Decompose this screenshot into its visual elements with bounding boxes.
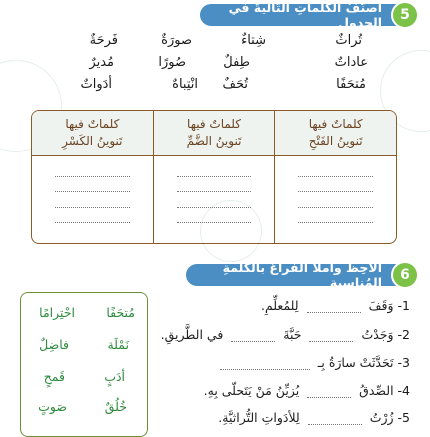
word-bank-box: [20, 292, 148, 437]
exercise-6-title: ألاحِظُ وأملأُ الفَراغَ بالكلمةِ المُناسِبةِ: [222, 260, 382, 290]
answer-line[interactable]: [177, 207, 252, 208]
column-header: [154, 111, 275, 156]
word-item: شِتاءٌ: [241, 33, 266, 48]
sentence-text-before: زُرْتُ: [369, 410, 394, 425]
sentence-text-after: لِلأدَواتِ التُّراثيَّةِ.: [218, 410, 300, 425]
answer-line[interactable]: [298, 207, 373, 208]
word-bank-item[interactable]: فاضِلٌ: [39, 337, 69, 352]
sentence-2: [161, 327, 410, 342]
sentence-text-before: وَقَفَ: [368, 298, 394, 313]
word-bank-item[interactable]: أدَبٍ: [104, 369, 125, 384]
exercise-6-number-badge: 6: [391, 261, 419, 289]
sentence-text-after: لِلمُعلِّمِ.: [260, 298, 299, 313]
sentence-text-before: الصِّدقُ: [359, 383, 394, 398]
answer-line[interactable]: [177, 222, 252, 223]
sentence-4: [204, 383, 410, 398]
exercise-5-title: أصنّفُ الكلماتِ التّاليةَ في الجدولِ: [228, 0, 382, 30]
column-header: [275, 111, 396, 156]
column-header-line2: تَنوينُ الفَتْحِ: [308, 134, 363, 148]
word-item: عاداتٌ: [334, 55, 368, 70]
word-bank-item[interactable]: قَمحٍ: [43, 369, 65, 384]
exercise-5-number-badge: 5: [391, 1, 419, 29]
sentence-5: [218, 410, 410, 425]
classification-table: [31, 110, 397, 244]
table-column-damma: [153, 111, 275, 243]
fill-blank[interactable]: [231, 341, 275, 342]
fill-blank[interactable]: [308, 424, 362, 425]
sentence-number: 3-: [397, 355, 410, 370]
word-bank-item[interactable]: نَمْلَة: [107, 337, 129, 352]
sentence-number: 1-: [397, 298, 410, 313]
column-header-line2: تَنوينُ الكَسْرِ: [62, 134, 123, 148]
word-item: صورَةٌ: [161, 33, 192, 48]
sentence-text-after: يُزيِّنُ مَنْ يَتَحلّى بِهِ.: [203, 383, 300, 398]
word-item: أدَواتٌ: [80, 77, 112, 92]
fill-blank[interactable]: [307, 312, 361, 313]
column-header-line2: تَنوينُ الضَّمِّ: [186, 134, 242, 148]
word-bank-item[interactable]: احْتِرامًا: [39, 305, 75, 320]
answer-line[interactable]: [298, 176, 373, 177]
word-item: انْتِباهٌ: [172, 77, 198, 92]
exercise-5-header: [200, 0, 416, 30]
table-column-kasra: [32, 111, 153, 243]
sentence-number: 5-: [397, 410, 410, 425]
word-item: طِفلٌ: [223, 55, 250, 70]
answer-line[interactable]: [55, 207, 130, 208]
word-item: مُديرٌ: [89, 55, 114, 70]
sentence-1: [261, 298, 410, 313]
word-item: صُورًا: [158, 55, 186, 70]
sentence-text-mid: حَبَّةَ: [283, 327, 302, 342]
column-header-line1: كلماتٌ فيها: [308, 117, 363, 131]
word-item: تُراثٌ: [335, 33, 362, 48]
column-header-line1: كلماتٌ فيها: [187, 117, 241, 131]
sentence-number: 2-: [397, 327, 410, 342]
column-header-line1: كلماتٌ فيها: [65, 117, 120, 131]
answer-line[interactable]: [298, 222, 373, 223]
answer-line[interactable]: [55, 222, 130, 223]
fill-blank[interactable]: [309, 341, 353, 342]
answer-line[interactable]: [298, 191, 373, 192]
sentence-text-before: تَحَدَّثَتْ سارَةُ بِـ: [317, 355, 394, 370]
column-answer-area[interactable]: [154, 156, 275, 243]
column-answer-area[interactable]: [32, 156, 153, 243]
word-item: فَرحَةٌ: [89, 33, 118, 48]
answer-line[interactable]: [55, 176, 130, 177]
fill-blank[interactable]: [220, 369, 310, 370]
word-item: مُتحَفًا: [336, 77, 366, 92]
exercise-6-header: [186, 260, 416, 290]
sentence-3: [216, 355, 410, 370]
column-answer-area[interactable]: [275, 156, 396, 243]
column-header: [32, 111, 153, 156]
answer-line[interactable]: [177, 176, 252, 177]
sentence-number: 4-: [397, 383, 410, 398]
fill-blank[interactable]: [307, 397, 351, 398]
sentence-text-after: في الطَّريقِ.: [160, 327, 224, 342]
sentence-text-before: وَجَدْتُ: [361, 327, 394, 342]
word-bank-item[interactable]: صَوتٍ: [38, 399, 67, 414]
answer-line[interactable]: [55, 191, 130, 192]
word-bank-item[interactable]: مُتحَفًا: [106, 305, 135, 320]
word-bank-item[interactable]: خُلُقٌ: [104, 399, 127, 414]
table-column-fatha: [274, 111, 396, 243]
word-item: تُحَفٌ: [222, 77, 248, 92]
answer-line[interactable]: [177, 191, 252, 192]
